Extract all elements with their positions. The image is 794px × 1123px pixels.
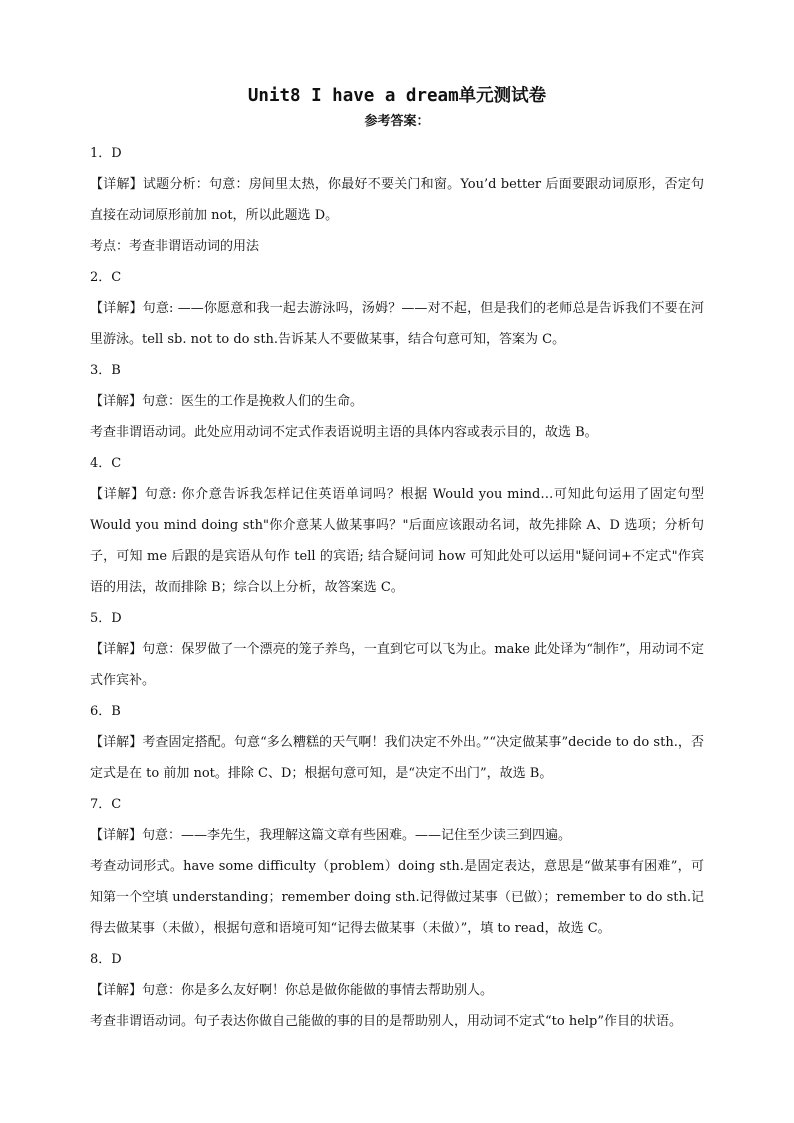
answer-explanation: 考查非谓语动词。句子表达你做自己能做的事的目的是帮助别人，用动词不定式“to help”作目的状语。	[90, 1014, 683, 1029]
answer-explanation: 【详解】句意：保罗做了一个漂亮的笼子养鸟，一直到它可以飞为止。make 此处译为“制作”，用动词不定式作宾补。	[90, 642, 704, 688]
page-title: Unit8 I have a dream单元测试卷	[247, 86, 547, 106]
answer-explanation: 【详解】句意: ——你愿意和我一起去游泳吗，汤姆？——对不起，但是我们的老师总是告诉我们不要在河里游泳。tell sb. not to do sth.告诉某人不要做某事，结合句意可知，答案为 C。	[90, 301, 704, 347]
answer-explanation: 【详解】试题分析：句意：房间里太热，你最好不要关门和窗。You’d better 后面要跟动词原形，否定句直接在动词原形前加 not，所以此题选 D。	[90, 177, 704, 223]
answer-explanation: 【详解】句意：医生的工作是挽救人们的生命。	[90, 394, 364, 409]
answer-explanation: 【详解】句意：你是多么友好啊！你总是做你能做的事情去帮助别人。	[90, 983, 494, 998]
answer-number: 3．B	[90, 363, 121, 378]
answer-item	[90, 448, 704, 603]
answer-number: 7．C	[90, 797, 122, 812]
answer-explanation: 考查动词形式。have some difficulty（problem）doing sth.是固定表达，意思是“做某事有困难”，可知第一个空填 understanding；remember doing sth.记得做过某事（已做）；remember to do sth.记得去做某事（未做），根据句意和语境可知“记得去做某事（未做）”，填 to read，故选 C。	[90, 859, 704, 936]
answer-item	[90, 789, 704, 944]
answer-number: 4．C	[90, 456, 122, 471]
answer-item	[90, 944, 704, 1037]
answer-explanation: 【详解】句意：——李先生，我理解这篇文章有些困难。——记住至少读三到四遍。	[90, 828, 572, 843]
answer-list	[90, 138, 704, 1037]
answer-explanation: 考查非谓语动词。此处应用动词不定式作表语说明主语的具体内容或表示目的，故选 B。	[90, 425, 598, 440]
answer-item	[90, 138, 704, 262]
answer-number: 6．B	[90, 704, 121, 719]
answer-key-heading: 参考答案：	[364, 114, 430, 129]
answer-explanation: 考点：考查非谓语动词的用法	[90, 239, 260, 254]
answer-item	[90, 355, 704, 448]
answer-number: 2．C	[90, 270, 122, 285]
answer-number: 8．D	[90, 952, 122, 967]
answer-number: 1．D	[90, 146, 122, 161]
answer-item	[90, 603, 704, 696]
answer-number: 5．D	[90, 611, 122, 626]
answer-explanation: 【详解】考查固定搭配。句意“多么糟糕的天气啊！我们决定不外出。”“决定做某事”decide to do sth.，否定式是在 to 前加 not。排除 C、D；根据句意可知，是“决定不出门”，故选 B。	[90, 735, 704, 781]
answer-item	[90, 262, 704, 355]
answer-item	[90, 696, 704, 789]
answer-explanation: 【详解】句意: 你介意告诉我怎样记住英语单词吗？根据 Would you mind…可知此句运用了固定句型 Would you mind doing sth"你介意某人做某事吗？"后面应该跟动名词，故先排除 A、D 选项；分析句子，可知 me 后跟的是宾语从句作 tell 的宾语; 结合疑问词 how 可知此处可以运用"疑问词+不定式"作宾语的用法，故而排除 B；综合以上分析，故答案选 C。	[90, 487, 704, 595]
